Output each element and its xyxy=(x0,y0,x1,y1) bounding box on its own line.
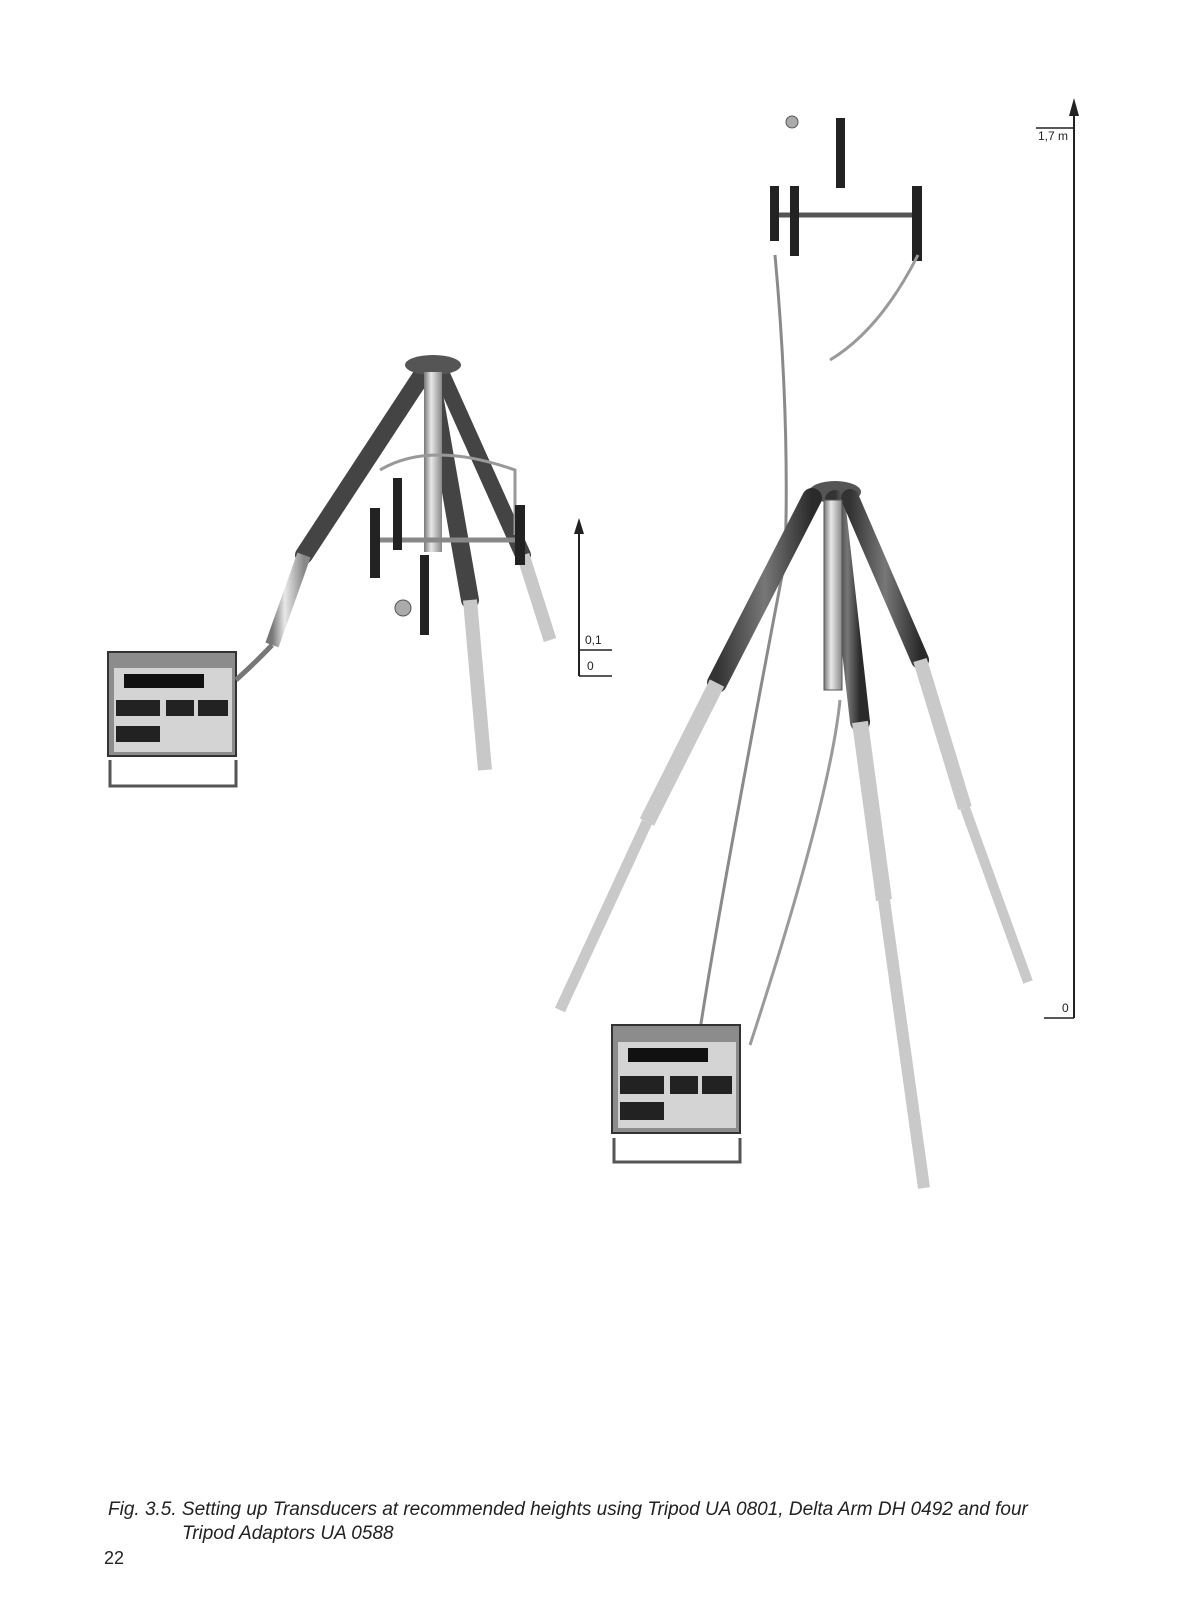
scale-tall-top-label: 1,7 m xyxy=(1038,129,1069,143)
height-scale-low xyxy=(574,518,612,676)
short-tripod xyxy=(108,355,550,786)
tall-tripod xyxy=(560,116,1028,1188)
caption-line-1: Fig. 3.5. Setting up Transducers at recommended heights using Tripod UA 0801, Delta Arm DH 0492 and four xyxy=(108,1499,1028,1520)
figure-caption xyxy=(108,1498,1118,1546)
height-scale-tall xyxy=(1036,98,1079,1018)
page-number: 22 xyxy=(104,1548,125,1568)
scale-low-bottom-label: 0 xyxy=(587,659,594,673)
caption-line-2: Tripod Adaptors UA 0588 xyxy=(182,1523,394,1544)
scale-low-top-label: 0,1 xyxy=(585,633,602,647)
scale-tall-bottom-label: 0 xyxy=(1062,1001,1069,1015)
